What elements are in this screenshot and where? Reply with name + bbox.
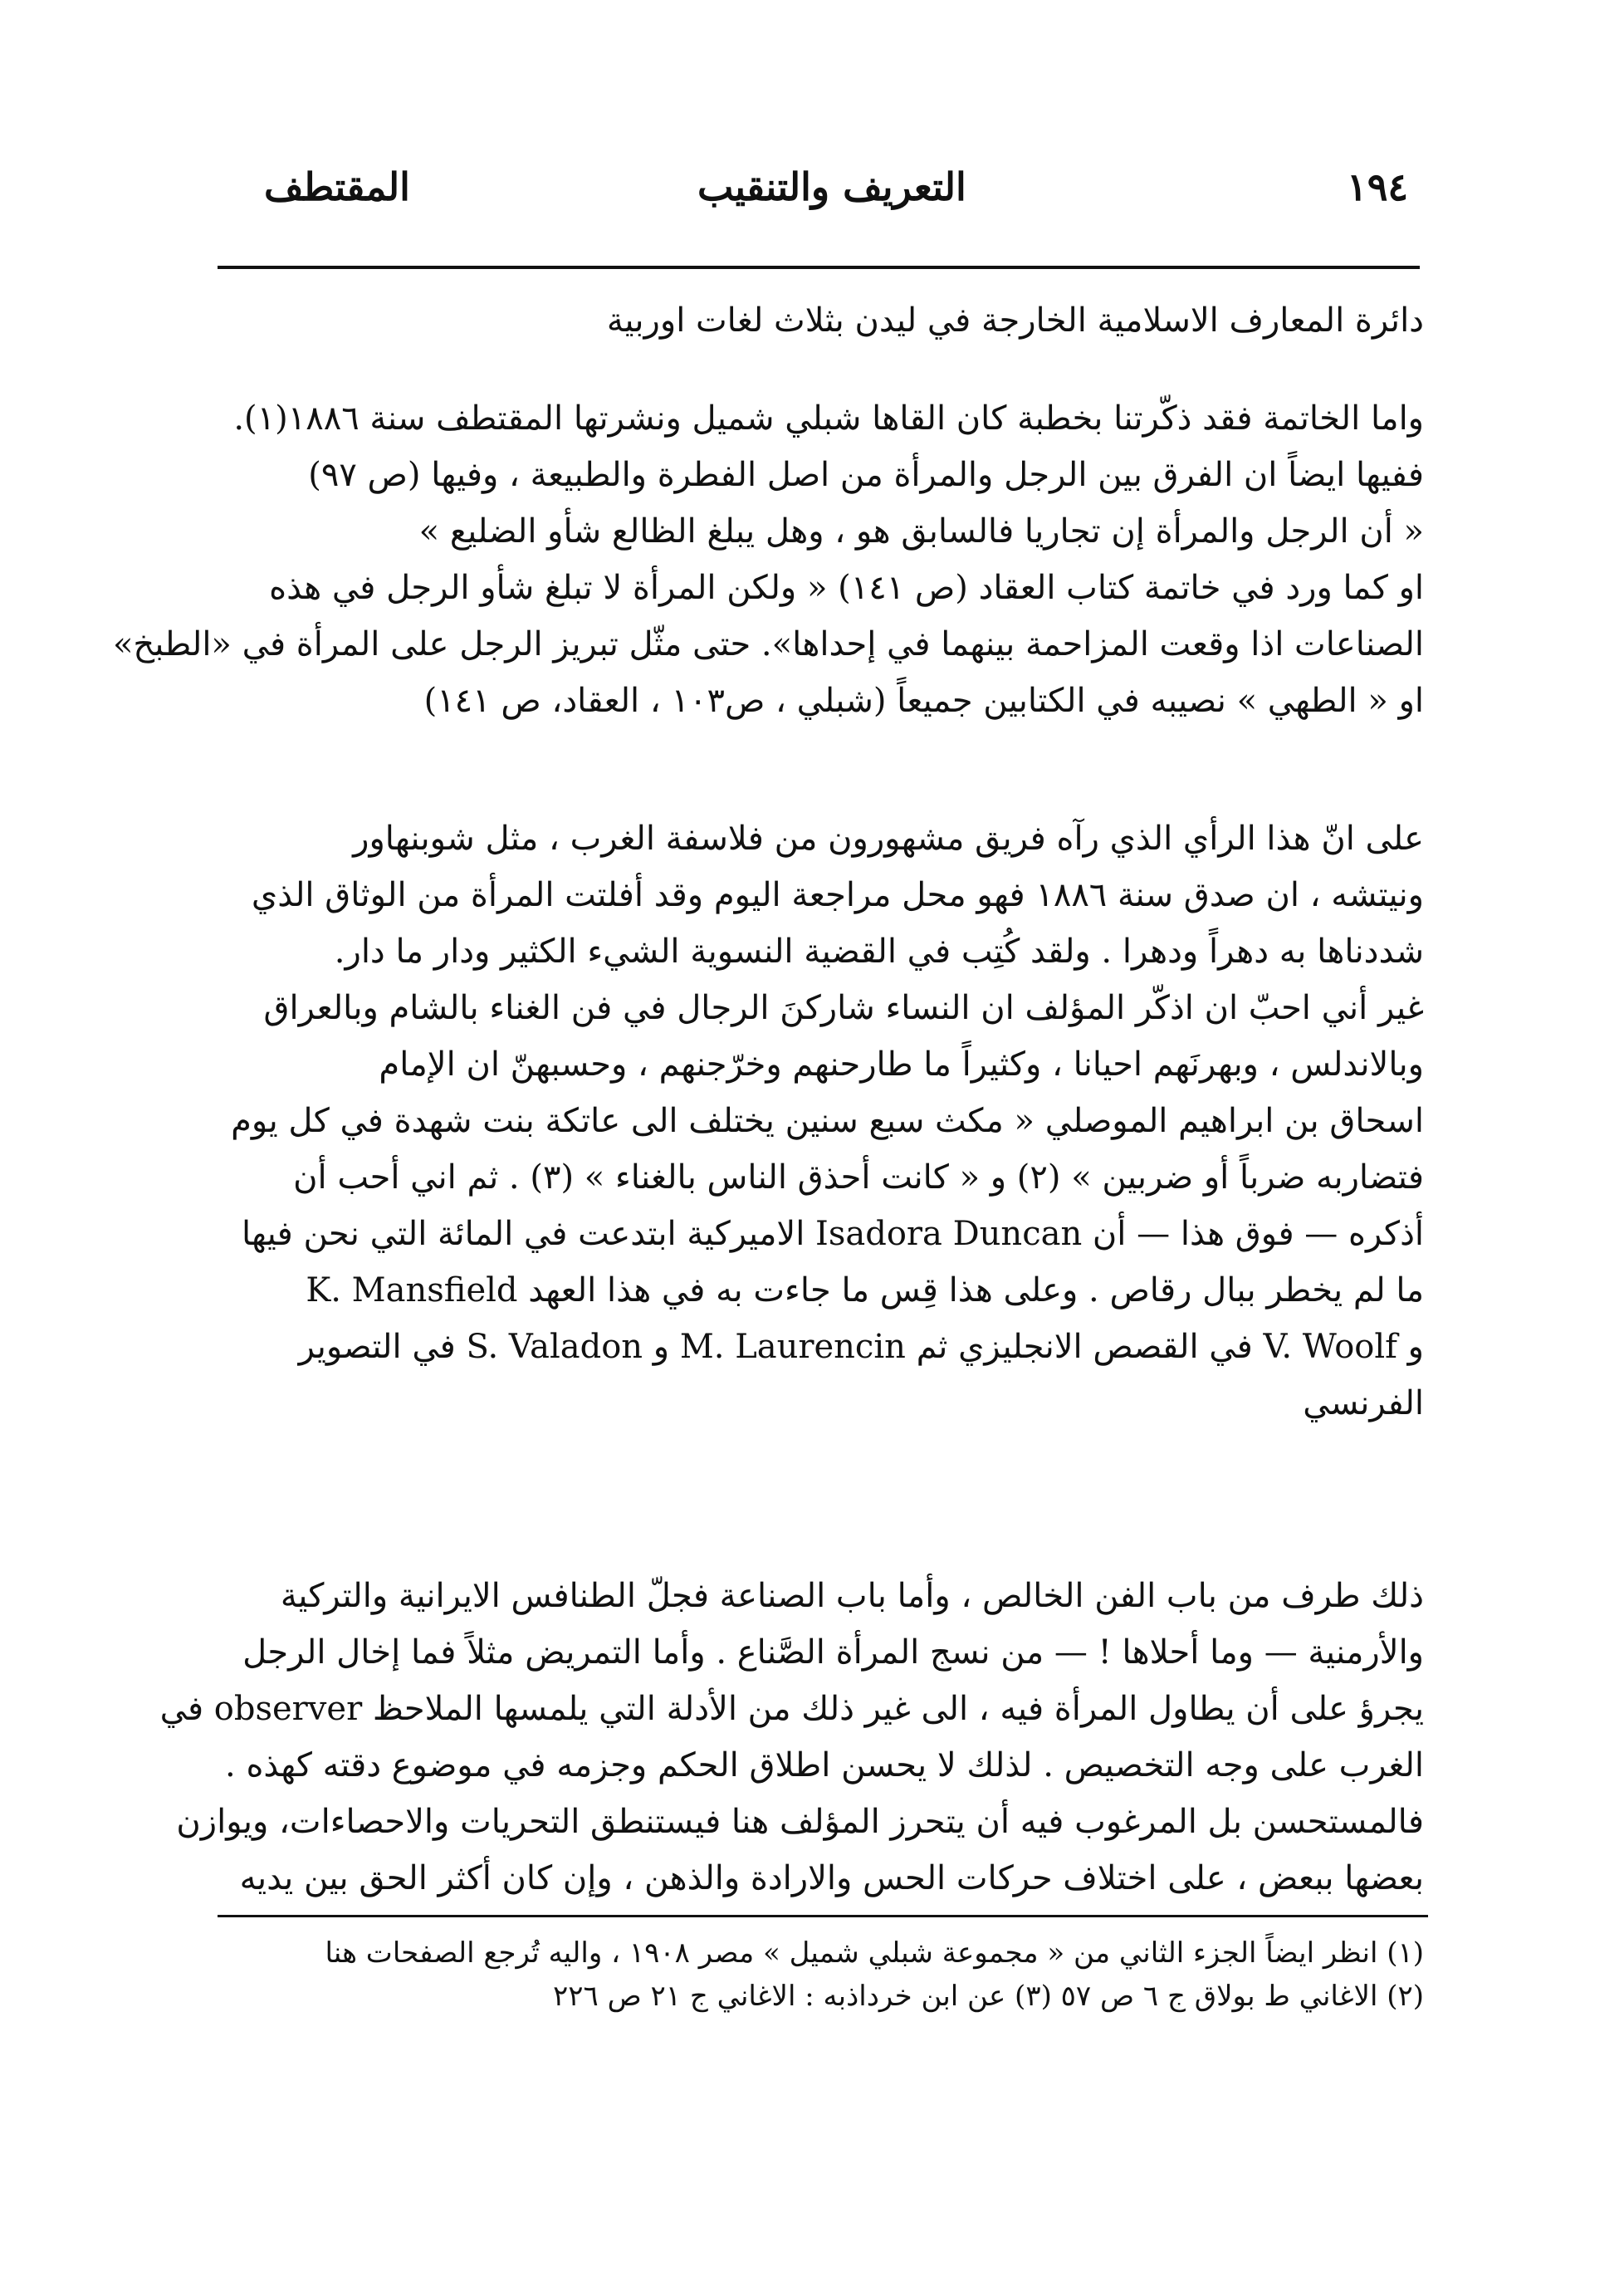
text-line: على انّ هذا الرأي الذي رآه فريق مشهورون من فلاسفة الغرب ، مثل شوبنهاور <box>353 820 1424 858</box>
text-line: واما الخاتمة فقد ذكّرتنا بخطبة كان القاها شبلي شميل ونشرتها المقتطف سنة ١٨٨٦(١). <box>233 399 1424 438</box>
text-line: ففيها ايضاً ان الفرق بين الرجل والمرأة من اصل الفطرة والطبيعة ، وفيها (ص ٩٧) <box>308 456 1424 494</box>
text-line: اسحاق بن ابراهيم الموصلي « مكث سبع سنين يختلف الى عاتكة بنت شهدة في كل يوم <box>231 1102 1424 1140</box>
text-line: دائرة المعارف الاسلامية الخارجة في ليدن بثلاث لغات اوربية <box>606 301 1424 340</box>
footnote-1: (١) انظر ايضاً الجزء الثاني من « مجموعة شبلي شميل » مصر ١٩٠٨ ، واليه تُرجع الصفحات هنا <box>325 1936 1424 1970</box>
text-line: ونيتشه ، ان صدق سنة ١٨٨٦ فهو محل مراجعة اليوم وقد أفلتت المرأة من الوثاق الذي <box>251 876 1424 914</box>
text-line: ما لم يخطر ببال رقاص . وعلى هذا قِس ما جاءت به في هذا العهد K. Mansfield <box>306 1271 1424 1309</box>
page-number: ١٩٤ <box>1347 164 1409 209</box>
text-line: بعضها ببعض ، على اختلاف حركات الحس والارادة والذهن ، وإن كان أكثر الحق بين يديه <box>239 1859 1424 1897</box>
header-rule <box>218 266 1420 269</box>
text-line: وبالاندلس ، وبهرنَهم احيانا ، وكثيراً ما طارحنهم وخرّجنهم ، وحسبهنّ ان الإمام <box>379 1045 1424 1084</box>
text-line: الصناعات اذا وقعت المزاحمة بينهما في إحداها». حتى مثّل تبريز الرجل على المرأة في «الطبخ» <box>112 625 1424 663</box>
text-line: او كما ورد في خاتمة كتاب العقاد (ص ١٤١) « ولكن المرأة لا تبلغ شأو الرجل في هذه <box>269 569 1424 607</box>
text-line: يجرؤ على أن يطاول المرأة فيه ، الى غير ذلك من الأدلة التي يلمسها الملاحظ observer في <box>159 1690 1424 1728</box>
text-line: فالمستحسن بل المرغوب فيه أن يتحرز المؤلف هنا فيستنطق التحريات والاحصاءات، ويوازن <box>176 1803 1424 1841</box>
paragraph-3 <box>212 810 1424 1432</box>
journal-name: المقتطف <box>264 164 410 209</box>
footnote-2: (٢) الاغاني ط بولاق ج ٦ ص ٥٧ (٣) عن ابن خرداذبه : الاغاني ج ٢١ ص ٢٢٦ <box>552 1980 1424 2013</box>
footnote-rule <box>218 1915 1428 1917</box>
text-line: أذكره — فوق هذا — أن Isadora Duncan الاميركية ابتدعت في المائة التي نحن فيها <box>241 1215 1424 1253</box>
paragraph-2 <box>112 390 1424 729</box>
text-line: والأرمنية — وما أحلاها ! — من نسج المرأة الصَّناع . وأما التمريض مثلاً فما إخال الرجل <box>242 1633 1424 1672</box>
text-line: الفرنسي <box>1303 1384 1424 1422</box>
text-line: او « الطهي » نصيبه في الكتابين جميعاً (شبلي ، ص١٠٣ ، العقاد، ص ١٤١) <box>423 682 1424 720</box>
text-line: و V. Woolf في القصص الانجليزي ثم M. Laurencin و S. Valadon في التصوير <box>298 1328 1424 1366</box>
text-line: غير أني احبّ ان اذكّر المؤلف ان النساء شاركنَ الرجال في فن الغناء بالشام وبالعراق <box>263 989 1424 1027</box>
footnotes <box>278 1931 1424 2018</box>
text-line: « أن الرجل والمرأة إن تجاريا فالسابق هو ، وهل يبلغ الظالع شأو الضليع » <box>418 512 1424 551</box>
text-line: شددناها به دهراً ودهرا . ولقد كُتِب في القضية النسوية الشيء الكثير ودار ما دار. <box>334 933 1424 971</box>
paragraph-1 <box>212 292 1424 349</box>
paragraph-4 <box>159 1568 1424 1907</box>
text-line: ذلك طرف من باب الفن الخالص ، وأما باب الصناعة فجلّ الطنافس الايرانية والتركية <box>280 1577 1424 1615</box>
text-line: الغرب على وجه التخصيص . لذلك لا يحسن اطلاق الحكم وجزمه في موضوع دقته كهذه . <box>225 1746 1424 1784</box>
section-title: التعريف والتنقيب <box>697 164 966 209</box>
text-line: فتضاربه ضرباً أو ضربين » (٢) و « كانت أحذق الناس بالغناء » (٣) . ثم اني أحب أن <box>293 1158 1424 1197</box>
